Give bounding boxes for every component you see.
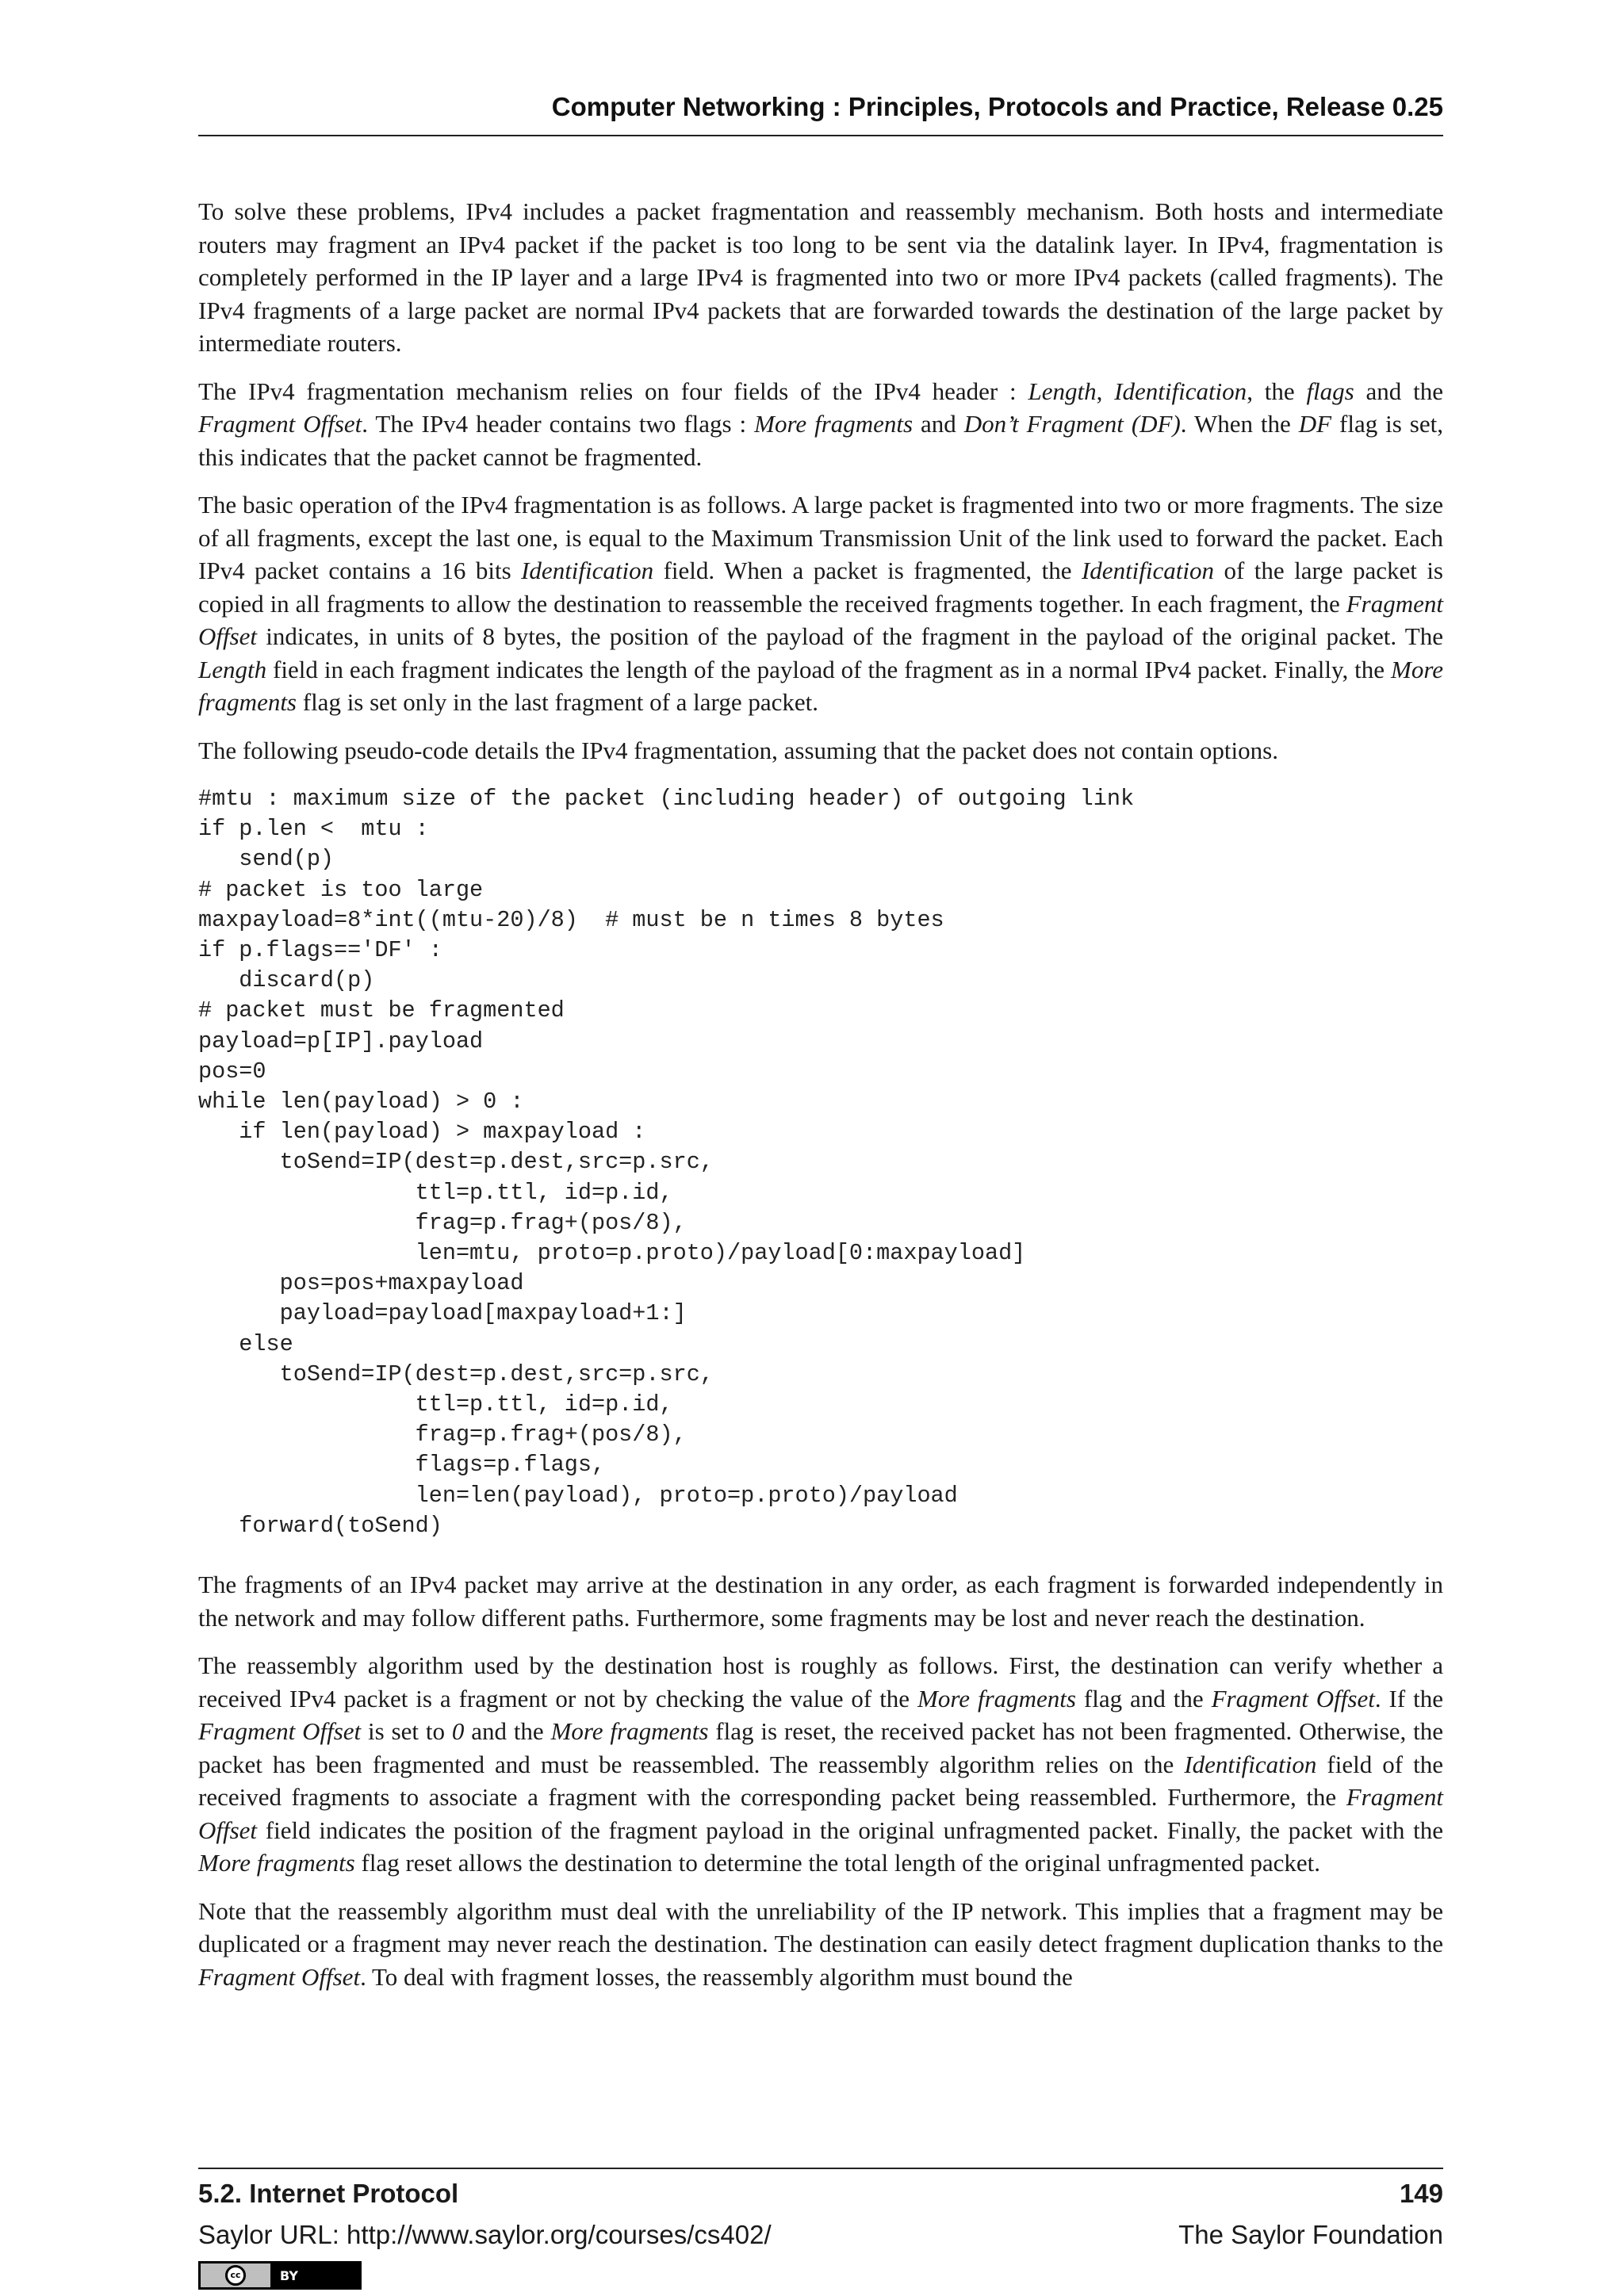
cc-by-license-badge (198, 2261, 362, 2290)
italic-term: Identification (1081, 557, 1215, 584)
italic-term: Fragment Offset (198, 1783, 1443, 1844)
page-number: 149 (1399, 2179, 1443, 2208)
italic-term: More fragments (198, 1849, 355, 1877)
paragraph-fragmentation-intro: To solve these problems, IPv4 includes a packet fragmentation and reassembly mechanism. Both hosts and intermediate routers may fragment an IPv4 packet if the packet is too long to be sent via the datalink layer. In IPv4, fragmentation is completely performed in the IP layer and a large IPv4 is fragmented into two or more IPv4 packets (called fragments). The IPv4 fragments of a large packet are normal IPv4 packets that are forwarded towards the destination of the large packet by intermediate routers. (198, 197, 1443, 357)
italic-term: Fragment Offset (198, 589, 1443, 650)
paragraph-fragmentation-fields: The IPv4 fragmentation mechanism relies on four fields of the IPv4 header : Length, Identification, the flags and the Fragment Offset. The IPv4 header contains two flags : More fragments and Don’t Fragment (DF). When the DF flag is set, this indicates that the packet cannot be fragmented. (198, 377, 1443, 471)
italic-term: 0 (451, 1717, 465, 1746)
header-rule (198, 135, 1443, 136)
italic-term: More fragments (754, 410, 914, 438)
paragraph-fragmentation-operation: The basic operation of the IPv4 fragmentation is as follows. A large packet is fragmented into two or more fragments. The size of all fragments, except the last one, is equal to the Maximum Transmission Unit of the link used to forward the packet. Each IPv4 packet contains a 16 bits Identification field. When a packet is fragmented, the Identification of the large packet is copied in all fragments to allow the destination to reassemble the received fragments together. In each fragment, the Fragment Offset indicates, in units of 8 bytes, the position of the payload of the fragment in the payload of the original packet. The Length field in each fragment indicates the length of the payload of the fragment as in a normal IPv4 packet. Finally, the More fragments flag is set only in the last fragment of a large packet. (198, 491, 1443, 716)
italic-term: More fragments (917, 1684, 1076, 1712)
running-header: Computer Networking : Principles, Protocols and Practice, Release 0.25 (551, 92, 1443, 121)
italic-term: DF (1298, 410, 1332, 438)
italic-term: Fragment Offset (198, 1962, 361, 1991)
italic-term: Length (198, 655, 267, 683)
paragraph-reassembly-reliability: Note that the reassembly algorithm must deal with the unreliability of the IP network. This implies that a fragment may be duplicated or a fragment may never reach the destination. The destination can easily detect fragment duplication thanks to the Fragment Offset. To deal with fragment losses, the reassembly algorithm must bound the (198, 1896, 1443, 1991)
paragraph-fragment-arrival: The fragments of an IPv4 packet may arrive at the destination in any order, as each fragment is forwarded independently in the network and may follow different paths. Furthermore, some fragments may be lost and never reach the destination. (198, 1571, 1443, 1632)
pseudo-code-block: #mtu : maximum size of the packet (including header) of outgoing link if p.len < mtu : send(p) # packet is too large maxpayload=8*int((mtu-20)/8) # must be n times 8 bytes if p.flags=='DF' : discard(p) # packet must be fragmented payload=p[IP].payload pos=0 while len(payload) > 0 : if len(payload) > maxpayload : toSend=IP(dest=p.dest,src=p.src, ttl=p.ttl, id=p.id, frag=p.frag+(pos/8), len=mtu, proto=p.proto)/payload[0:maxpayload] pos=pos+maxpayload payload=payload[maxpayload+1:] else toSend=IP(dest=p.dest,src=p.src, ttl=p.ttl, id=p.id, frag=p.frag+(pos/8), flags=p.flags, len=len(payload), proto=p.proto)/payload forward(toSend) (198, 786, 1135, 1539)
footer-url: Saylor URL: http://www.saylor.org/courses/cs402/ (198, 2220, 772, 2249)
footer-rule (198, 2168, 1443, 2169)
page-body (198, 195, 1443, 2008)
italic-term: More fragments (550, 1717, 709, 1746)
italic-term: Identification (1114, 377, 1247, 405)
italic-term: Fragment Offset (198, 410, 362, 438)
italic-term: Fragment Offset (1211, 1684, 1375, 1712)
italic-term: flags (1306, 377, 1354, 405)
italic-term: More fragments (198, 655, 1443, 716)
italic-term: Identification (1184, 1750, 1317, 1778)
footer-organization: The Saylor Foundation (1178, 2220, 1443, 2249)
italic-term: Fragment Offset (198, 1717, 362, 1746)
footer-section-title: 5.2. Internet Protocol (198, 2179, 459, 2208)
license-label: BY (280, 2267, 298, 2283)
italic-term: Don’t Fragment (DF) (963, 410, 1181, 438)
paragraph-pseudocode-intro: The following pseudo-code details the IPv4 fragmentation, assuming that the packet does not contain options. (198, 736, 1278, 764)
document-page (198, 0, 1443, 2296)
paragraph-reassembly-algorithm: The reassembly algorithm used by the destination host is roughly as follows. First, the destination can verify whether a received IPv4 packet is a fragment or not by checking the value of the More fragments flag and the Fragment Offset. If the Fragment Offset is set to 0 and the More fragments flag is reset, the received packet has not been fragmented. Otherwise, the packet has been fragmented and must be reassembled. The reassembly algorithm relies on the Identification field of the received fragments to associate a fragment with the corresponding packet being reassembled. Furthermore, the Fragment Offset field indicates the position of the fragment payload in the original unfragmented packet. Finally, the packet with the More fragments flag reset allows the destination to determine the total length of the original unfragmented packet. (198, 1651, 1444, 1877)
creative-commons-icon: cc (225, 2265, 246, 2286)
italic-term: Length (1028, 377, 1097, 405)
italic-term: Identification (521, 557, 654, 584)
